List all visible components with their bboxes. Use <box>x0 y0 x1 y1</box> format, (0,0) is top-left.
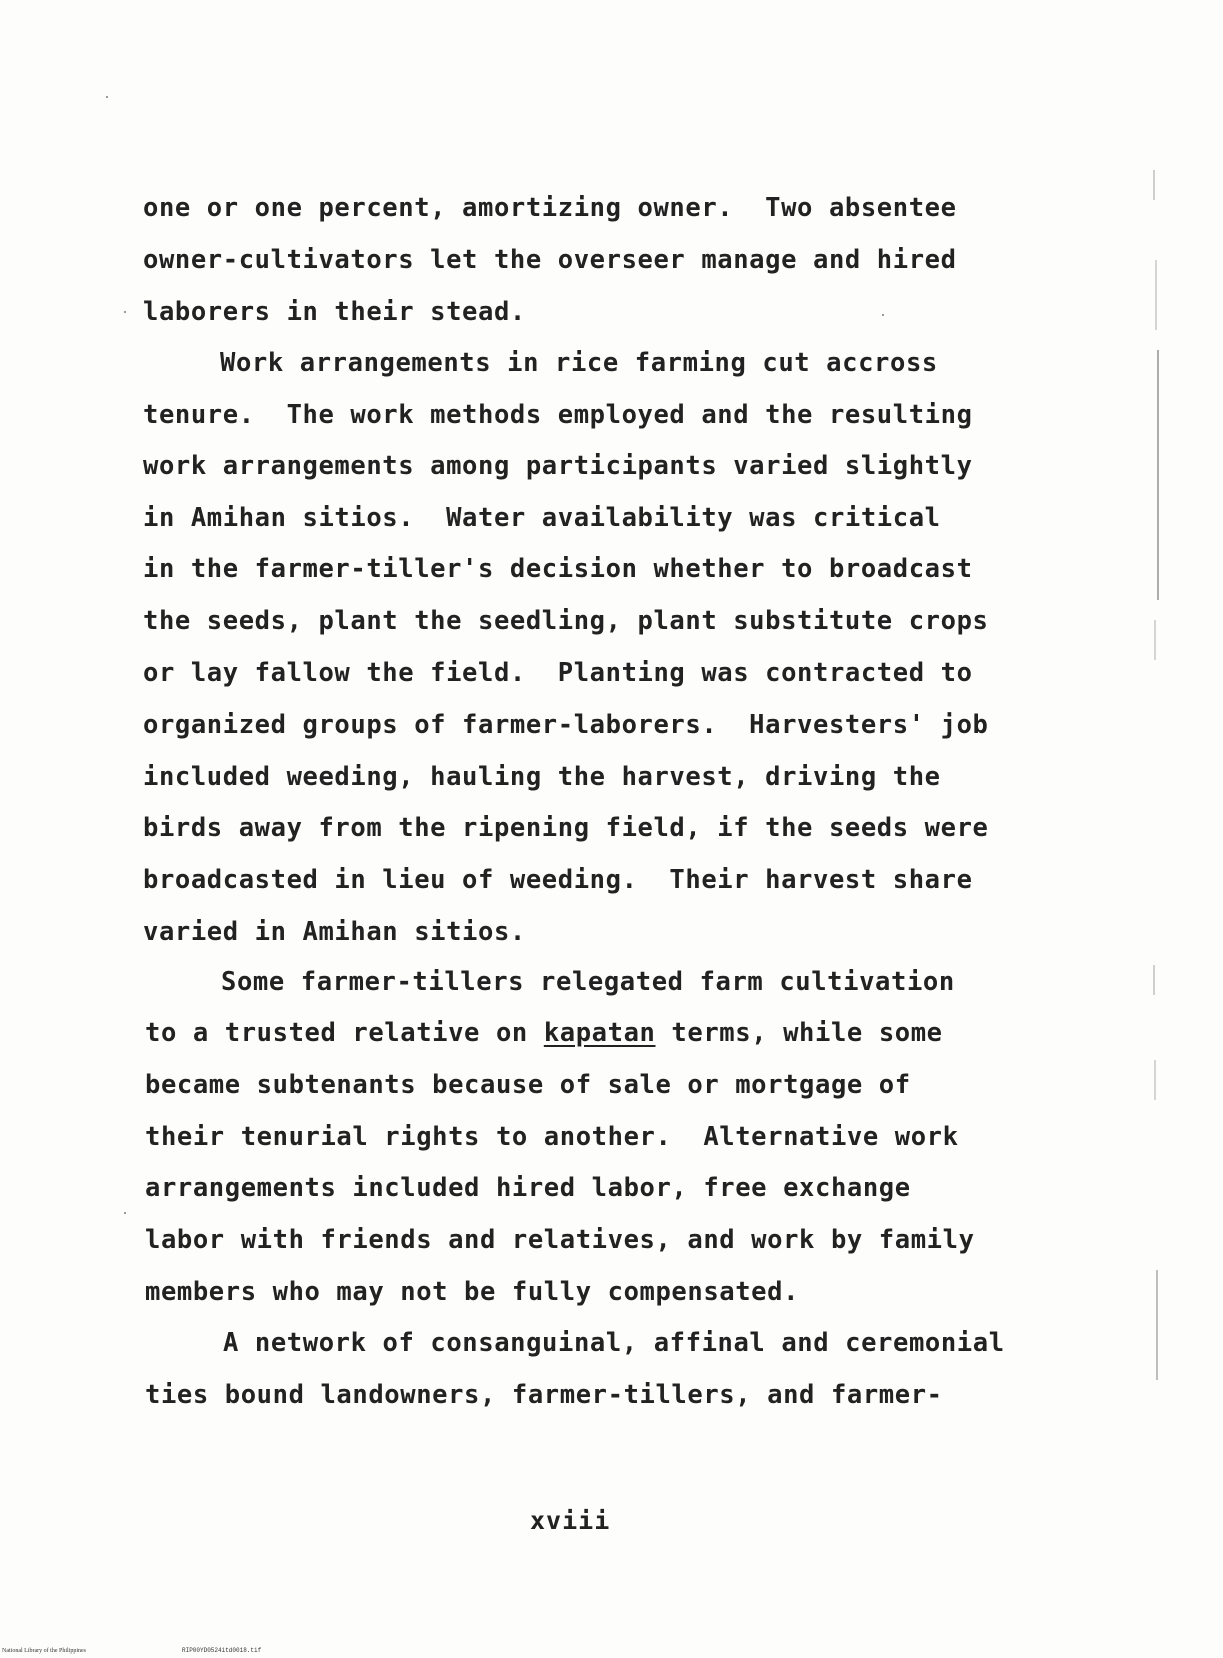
text-line: labor with friends and relatives, and work by family <box>145 1225 975 1255</box>
scan-edge-mark <box>1157 350 1159 600</box>
text-line: varied in Amihan sitios. <box>143 917 526 947</box>
text-line: broadcasted in lieu of weeding. Their harvest share <box>143 865 973 895</box>
text-line: birds away from the ripening field, if the seeds were <box>143 813 989 843</box>
text-line-with-underline <box>145 1018 943 1048</box>
text-line: in the farmer-tiller's decision whether to broadcast <box>143 554 973 584</box>
scan-speck <box>882 314 884 316</box>
text-line: included weeding, hauling the harvest, driving the <box>143 762 941 792</box>
scan-speck <box>124 1212 126 1214</box>
scan-footer-identifier: RIP00YD0524itd0018.tif <box>182 1647 262 1654</box>
text-line: ties bound landowners, farmer-tillers, and farmer- <box>145 1380 943 1410</box>
text-line: the seeds, plant the seedling, plant substitute crops <box>143 606 989 636</box>
text-line: Work arrangements in rice farming cut accross <box>220 348 938 378</box>
text-segment: terms, while some <box>655 1018 943 1048</box>
text-line: owner-cultivators let the overseer manage and hired <box>143 245 957 275</box>
underlined-term: kapatan <box>543 1018 656 1048</box>
scan-footer-library: National Library of the Philippines <box>2 1648 86 1654</box>
text-line: arrangements included hired labor, free exchange <box>145 1173 911 1203</box>
scan-edge-mark <box>1156 1270 1158 1380</box>
text-line: became subtenants because of sale or mortgage of <box>145 1070 911 1100</box>
text-line: organized groups of farmer-laborers. Harvesters' job <box>143 710 989 740</box>
text-line: tenure. The work methods employed and the resulting <box>143 400 973 430</box>
text-segment: to a trusted relative on <box>145 1018 544 1048</box>
text-line: in Amihan sitios. Water availability was critical <box>143 503 941 533</box>
text-line: their tenurial rights to another. Alternative work <box>145 1122 959 1152</box>
scan-edge-mark <box>1154 620 1156 660</box>
text-line: work arrangements among participants varied slightly <box>143 451 973 481</box>
scan-edge-mark <box>1155 260 1157 330</box>
text-line: members who may not be fully compensated. <box>145 1277 800 1307</box>
page-number: xviii <box>530 1506 611 1535</box>
text-line: A network of consanguinal, affinal and ceremonial <box>223 1328 1005 1358</box>
text-line: Some farmer-tillers relegated farm cultivation <box>221 967 955 997</box>
text-line: or lay fallow the field. Planting was contracted to <box>143 658 973 688</box>
scan-edge-mark <box>1153 965 1155 995</box>
scan-edge-mark <box>1153 170 1155 200</box>
scan-edge-mark <box>1154 1060 1156 1100</box>
text-line: laborers in their stead. <box>143 297 526 327</box>
scan-speck <box>124 311 126 313</box>
scan-speck <box>106 96 108 98</box>
text-line: one or one percent, amortizing owner. Two absentee <box>143 193 957 223</box>
